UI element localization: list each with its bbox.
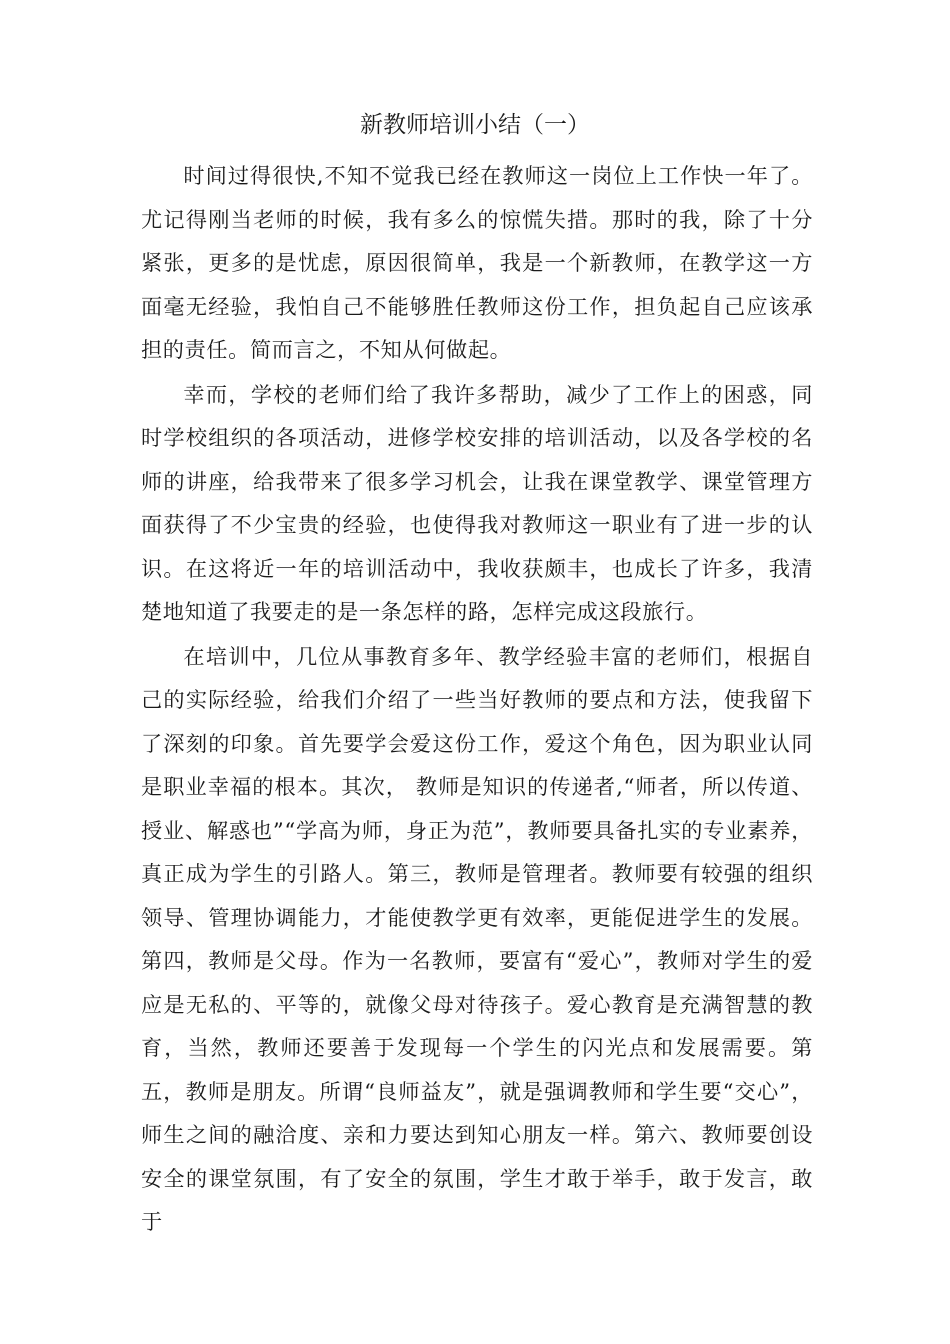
paragraph-2: 幸而，学校的老师们给了我许多帮助，减少了工作上的困惑，同时学校组织的各项活动，进修学校安排的培训活动，以及各学校的名师的讲座，给我带来了很多学习机会，让我在课堂教学、课堂管理方面获得了不少宝贵的经验，也使得我对教师这一职业有了进一步的认识。在这将近一年的培训活动中，我收获颇丰，也成长了许多，我清楚地知道了我要走的是一条怎样的路，怎样完成这段旅行。 — [141, 381, 813, 624]
document-body — [141, 154, 813, 1244]
paragraph-1: 时间过得很快,不知不觉我已经在教师这一岗位上工作快一年了。尤记得刚当老师的时候，我有多么的惊慌失措。那时的我，除了十分紧张，更多的是忧虑，原因很简单，我是一个新教师，在教学这一方面毫无经验，我怕自己不能够胜任教师这份工作，担负起自己应该承担的责任。简而言之，不知从何做起。 — [141, 163, 813, 362]
paragraph-3: 在培训中，几位从事教育多年、教学经验丰富的老师们，根据自己的实际经验，给我们介绍了一些当好教师的要点和方法，使我留下了深刻的印象。首先要学会爱这份工作，爱这个角色，因为职业认同是职业幸福的根本。其次， 教师是知识的传递者,“师者，所以传道、授业、解惑也”“学高为师，身正为范”，教师要具备扎实的专业素养，真正成为学生的引路人。第三，教师是管理者。教师要有较强的组织领导、管理协调能力，才能使教学更有效率，更能促进学生的发展。第四，教师是父母。作为一名教师，要富有“爱心”，教师对学生的爱应是无私的、平等的，就像父母对待孩子。爱心教育是充满智慧的教育，当然，教师还要善于发现每一个学生的闪光点和发展需要。第五，教师是朋友。所谓“良师益友”，就是强调教师和学生要“交心”，师生之间的融洽度、亲和力要达到知心朋友一样。第六、教师要创设安全的课堂氛围，有了安全的氛围，学生才敢于举手，敢于发言，敢于 — [141, 643, 813, 1234]
page-title: 新教师培训小结（一） — [360, 112, 590, 138]
